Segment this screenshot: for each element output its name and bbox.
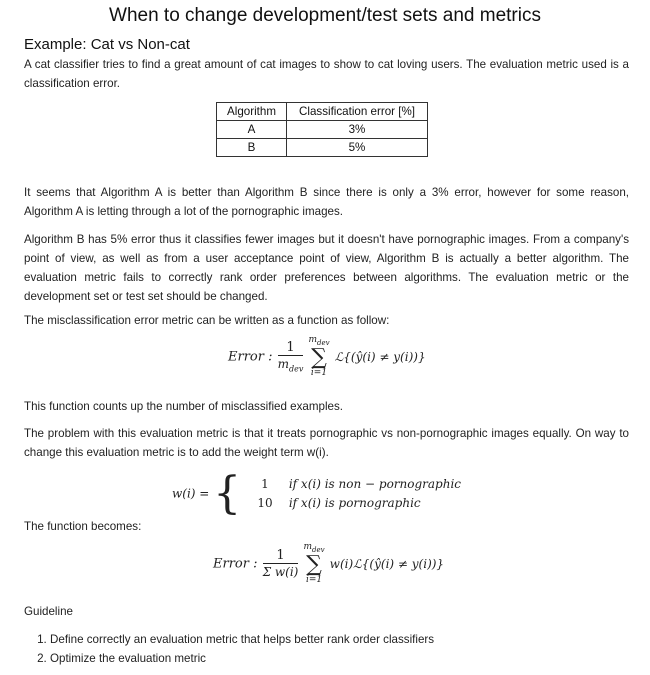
table-header-cell: Classification error [%] xyxy=(287,103,428,121)
eq3-body: w(i)ℒ{(ŷ(i) ≠ y(i))} xyxy=(329,556,445,571)
eq3-numerator: 1 xyxy=(263,548,299,564)
intro-paragraph: A cat classifier tries to find a great amount of cat images to show to cat loving users. The evaluation metric used is a classification error. xyxy=(24,58,629,90)
eq2-case-1 xyxy=(245,475,461,494)
eq2-case-1-value: 1 xyxy=(261,476,269,491)
list-item: 1. Define correctly an evaluation metric that helps better rank order classifiers xyxy=(50,630,434,649)
table-cell: 3% xyxy=(287,121,428,139)
table-cell: 5% xyxy=(287,139,428,157)
eq2-case-1-condition: if x(i) is non − pornographic xyxy=(288,476,462,491)
guideline-heading: Guideline xyxy=(24,605,73,618)
guideline-list xyxy=(24,630,434,668)
eq2-cases xyxy=(245,475,461,513)
paragraph-counts: This function counts up the number of misclassified examples. xyxy=(24,400,343,413)
eq3-lhs: Error : xyxy=(213,556,258,572)
table-header-row xyxy=(217,103,428,121)
eq2-case-2 xyxy=(245,494,461,513)
paragraph-algorithm-a: It seems that Algorithm A is better than Algorithm B since there is only a 3% error, however for some reason, Algorithm A is letting through a lot of the pornographic images. xyxy=(24,186,629,218)
eq1-den-var: m xyxy=(277,357,289,372)
error-equation-1 xyxy=(228,336,426,378)
eq1-numerator: 1 xyxy=(278,340,304,356)
example-subtitle: Example: Cat vs Non-cat xyxy=(24,36,190,53)
eq1-lhs: Error : xyxy=(228,349,273,365)
table-cell: A xyxy=(217,121,287,139)
weight-equation xyxy=(172,468,461,519)
classification-error-table xyxy=(216,102,428,157)
eq3-sum xyxy=(303,543,324,585)
sigma-symbol: ∑ xyxy=(311,344,327,370)
eq1-denominator xyxy=(278,356,304,373)
eq2-lhs: w(i) = xyxy=(172,486,210,501)
eq3-denominator: Σ w(i) xyxy=(262,565,299,580)
paragraph-function-becomes: The function becomes: xyxy=(24,520,142,533)
list-item: 2. Optimize the evaluation metric xyxy=(50,649,434,668)
eq2-case-2-value: 10 xyxy=(257,495,273,510)
eq1-sum-lower: i=1 xyxy=(310,367,328,378)
eq1-sum-upper-sub: dev xyxy=(316,338,330,347)
paragraph-algorithm-b: Algorithm B has 5% error thus it classifies fewer images but it doesn't have pornographic images. From a company's point of view, as well as from a user acceptance point of view, Algorithm B is actually a better algorithm. The evaluation metric fails to correctly rank order preferences between algorithms. The evaluation metric or the development set or test set should be changed. xyxy=(24,233,629,303)
eq2-case-2-condition: if x(i) is pornographic xyxy=(288,495,421,510)
eq1-fraction xyxy=(278,340,304,373)
table-cell: B xyxy=(217,139,287,157)
table-header-cell: Algorithm xyxy=(217,103,287,121)
paragraph-metric-intro: The misclassification error metric can be written as a function as follow: xyxy=(24,314,390,327)
eq1-sum-upper-var: m xyxy=(308,335,317,345)
eq3-sum-lower: i=1 xyxy=(305,574,323,585)
eq3-sum-upper-var: m xyxy=(303,542,312,552)
eq1-body: ℒ{(ŷ(i) ≠ y(i))} xyxy=(334,349,426,364)
error-equation-2 xyxy=(213,543,444,585)
eq1-sum xyxy=(308,336,329,378)
eq3-sum-upper-sub: dev xyxy=(312,545,325,554)
eq1-den-sub: dev xyxy=(288,364,304,374)
sigma-symbol: ∑ xyxy=(306,551,322,577)
paragraph-weight-term: The problem with this evaluation metric is that it treats pornographic vs non-pornographic images equally. On way to change this evaluation metric is to add the weight term w(i). xyxy=(24,427,629,459)
left-brace: { xyxy=(213,468,242,519)
page-title: When to change development/test sets and metrics xyxy=(109,5,541,26)
table-row xyxy=(217,139,428,157)
eq3-fraction xyxy=(263,548,299,579)
table-row xyxy=(217,121,428,139)
